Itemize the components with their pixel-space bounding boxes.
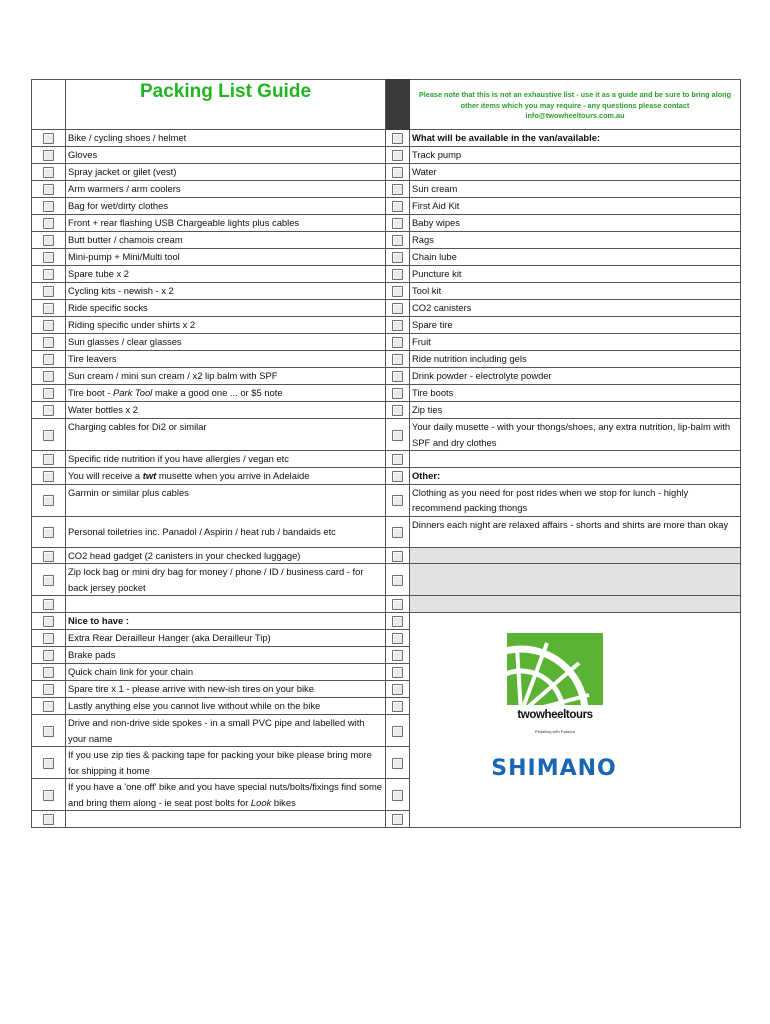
nice-to-have-heading: Nice to have : xyxy=(66,613,386,630)
checkbox[interactable] xyxy=(43,235,54,246)
list-item: Charging cables for Di2 or similar xyxy=(66,419,386,451)
list-item: Spray jacket or gilet (vest) xyxy=(66,164,386,181)
checkbox[interactable] xyxy=(392,354,403,365)
list-item: Rags xyxy=(410,232,741,249)
list-item xyxy=(66,385,386,402)
empty-cell xyxy=(410,451,741,468)
list-item: Brake pads xyxy=(66,647,386,664)
checkbox[interactable] xyxy=(392,790,403,801)
checkbox[interactable] xyxy=(392,599,403,610)
list-item: CO2 canisters xyxy=(410,300,741,317)
list-item: Ride nutrition including gels xyxy=(410,351,741,368)
brand-look: Look xyxy=(250,796,272,808)
list-item: Ride specific socks xyxy=(66,300,386,317)
list-item: Sun cream xyxy=(410,181,741,198)
list-item: Extra Rear Derailleur Hanger (aka Derailleur Tip) xyxy=(66,630,386,647)
empty-cell xyxy=(410,547,741,564)
list-item: Water xyxy=(410,164,741,181)
header-divider xyxy=(386,80,410,130)
empty-cell xyxy=(66,811,386,828)
checkbox[interactable] xyxy=(392,551,403,562)
checkbox[interactable] xyxy=(43,405,54,416)
list-item: Spare tube x 2 xyxy=(66,266,386,283)
list-item: Chain lube xyxy=(410,249,741,266)
checkbox[interactable] xyxy=(43,599,54,610)
checkbox[interactable] xyxy=(43,150,54,161)
logo-area xyxy=(410,613,741,828)
list-item: Front + rear flashing USB Chargeable lights plus cables xyxy=(66,215,386,232)
header-note: Please note that this is not an exhaustive list - use it as a guide and be sure to bring along other items which you may require - any questions please contact info@twowheeltours.com.au xyxy=(410,80,741,130)
list-item: Water bottles x 2 xyxy=(66,402,386,419)
other-section-heading: Other: xyxy=(410,467,741,484)
checkbox[interactable] xyxy=(43,814,54,825)
checkbox[interactable] xyxy=(392,527,403,538)
checkbox[interactable] xyxy=(43,495,54,506)
checkbox[interactable] xyxy=(392,235,403,246)
checkbox[interactable] xyxy=(43,471,54,482)
checkbox[interactable] xyxy=(43,269,54,280)
checkbox[interactable] xyxy=(392,684,403,695)
checkbox[interactable] xyxy=(43,616,54,627)
checkbox[interactable] xyxy=(392,388,403,399)
checkbox[interactable] xyxy=(392,269,403,280)
twt-wordmark: twowheeltours xyxy=(517,709,593,721)
checkbox[interactable] xyxy=(43,575,54,586)
list-item: CO2 head gadget (2 canisters in your checked luggage) xyxy=(66,547,386,564)
list-item: Quick chain link for your chain xyxy=(66,664,386,681)
checkbox[interactable] xyxy=(43,201,54,212)
brand-park-tool: Park Tool xyxy=(112,387,153,398)
checkbox[interactable] xyxy=(392,495,403,506)
list-item: Clothing as you need for post rides when we stop for lunch - highly recommend packing thongs xyxy=(410,484,741,516)
list-item: Sun glasses / clear glasses xyxy=(66,334,386,351)
empty-cell xyxy=(410,564,741,596)
checkbox[interactable] xyxy=(43,252,54,263)
list-item: Fruit xyxy=(410,334,741,351)
checkbox[interactable] xyxy=(43,551,54,562)
checkbox[interactable] xyxy=(392,150,403,161)
checkbox[interactable] xyxy=(392,616,403,627)
checkbox[interactable] xyxy=(392,218,403,229)
checkbox[interactable] xyxy=(43,667,54,678)
checkbox[interactable] xyxy=(392,430,403,441)
checkbox[interactable] xyxy=(43,527,54,538)
checkbox[interactable] xyxy=(43,371,54,382)
checkbox[interactable] xyxy=(392,405,403,416)
list-item: First Aid Kit xyxy=(410,198,741,215)
checkbox[interactable] xyxy=(43,337,54,348)
list-item: Arm warmers / arm coolers xyxy=(66,181,386,198)
list-item: Drive and non-drive side spokes - in a small PVC pipe and labelled with your name xyxy=(66,715,386,747)
list-item: Your daily musette - with your thongs/shoes, any extra nutrition, lip-balm with SPF and dry clothes xyxy=(410,419,741,451)
list-item: Baby wipes xyxy=(410,215,741,232)
checkbox[interactable] xyxy=(392,184,403,195)
checkbox[interactable] xyxy=(43,286,54,297)
shimano-logo xyxy=(468,746,640,792)
checkbox[interactable] xyxy=(43,133,54,144)
checkbox[interactable] xyxy=(43,218,54,229)
checkbox[interactable] xyxy=(43,650,54,661)
checkbox[interactable] xyxy=(43,167,54,178)
list-item: Spare tire x 1 - please arrive with new-ish tires on your bike xyxy=(66,681,386,698)
list-item: Bike / cycling shoes / helmet xyxy=(66,130,386,147)
checkbox[interactable] xyxy=(392,252,403,263)
item-text: Tire boot - xyxy=(68,387,113,398)
list-item: Lastly anything else you cannot live without while on the bike xyxy=(66,698,386,715)
list-item: Bag for wet/dirty clothes xyxy=(66,198,386,215)
list-item: Track pump xyxy=(410,147,741,164)
checkbox[interactable] xyxy=(392,320,403,331)
item-text: make a good one ... or $5 note xyxy=(152,387,283,398)
empty-cell xyxy=(66,596,386,613)
header-empty-cell xyxy=(32,80,66,130)
checkbox[interactable] xyxy=(43,701,54,712)
list-item: If you use zip ties & packing tape for packing your bike please bring more for shipping it home xyxy=(66,747,386,779)
checkbox[interactable] xyxy=(43,303,54,314)
empty-cell xyxy=(410,596,741,613)
list-item: Tire leavers xyxy=(66,351,386,368)
list-item: Gloves xyxy=(66,147,386,164)
list-item: Zip lock bag or mini dry bag for money / phone / ID / business card - for back jersey pocket xyxy=(66,564,386,596)
checkbox[interactable] xyxy=(43,633,54,644)
list-item: Mini-pump + Mini/Multi tool xyxy=(66,249,386,266)
checkbox[interactable] xyxy=(43,758,54,769)
list-item: Sun cream / mini sun cream / x2 lip balm with SPF xyxy=(66,368,386,385)
list-item: Riding specific under shirts x 2 xyxy=(66,317,386,334)
checkbox[interactable] xyxy=(392,726,403,737)
item-text: musette when you arrive in Adelaide xyxy=(156,469,310,481)
checkbox[interactable] xyxy=(43,430,54,441)
checkbox[interactable] xyxy=(43,684,54,695)
packing-list-table xyxy=(31,79,741,828)
checkbox[interactable] xyxy=(392,454,403,465)
checkbox[interactable] xyxy=(43,184,54,195)
checkbox[interactable] xyxy=(43,454,54,465)
list-item: Specific ride nutrition if you have allergies / vegan etc xyxy=(66,451,386,468)
checkbox[interactable] xyxy=(392,371,403,382)
page-title: Packing List Guide xyxy=(66,80,386,130)
checkbox[interactable] xyxy=(392,303,403,314)
list-item: Personal toiletries inc. Panadol / Aspirin / heat rub / bandaids etc xyxy=(66,516,386,547)
list-item xyxy=(66,467,386,484)
item-text: If you have a 'one off' bike and you have special nuts/bolts/fixings find some and bring them along - ie seat post bolts for xyxy=(68,781,383,808)
checkbox[interactable] xyxy=(392,201,403,212)
checkbox[interactable] xyxy=(392,814,403,825)
list-item: Cycling kits - newish - x 2 xyxy=(66,283,386,300)
checkbox[interactable] xyxy=(43,388,54,399)
item-text: You will receive a xyxy=(68,469,143,481)
list-item: Dinners each night are relaxed affairs - shorts and shirts are more than okay xyxy=(410,516,741,547)
checkbox[interactable] xyxy=(392,667,403,678)
van-section-heading: What will be available in the van/available: xyxy=(410,130,741,147)
packing-list-sheet xyxy=(31,79,740,828)
checkbox[interactable] xyxy=(392,471,403,482)
checkbox[interactable] xyxy=(392,701,403,712)
wheel-icon xyxy=(507,633,603,705)
list-item: Spare tire xyxy=(410,317,741,334)
list-item: Drink powder - electrolyte powder xyxy=(410,368,741,385)
checkbox[interactable] xyxy=(392,286,403,297)
checkbox[interactable] xyxy=(392,337,403,348)
checkbox[interactable] xyxy=(43,320,54,331)
brand-twt: twt xyxy=(142,469,157,481)
list-item: Garmin or similar plus cables xyxy=(66,484,386,516)
checkbox[interactable] xyxy=(43,790,54,801)
list-item: Tire boots xyxy=(410,385,741,402)
checkbox[interactable] xyxy=(392,758,403,769)
checkbox[interactable] xyxy=(392,575,403,586)
twt-tagline: Pedalling with Passion xyxy=(534,728,576,734)
list-item: Puncture kit xyxy=(410,266,741,283)
twowheeltours-logo xyxy=(505,633,605,739)
checkbox[interactable] xyxy=(43,726,54,737)
checkbox[interactable] xyxy=(392,650,403,661)
item-text: bikes xyxy=(271,796,296,808)
checkbox[interactable] xyxy=(392,167,403,178)
checkbox[interactable] xyxy=(392,633,403,644)
checkbox[interactable] xyxy=(392,133,403,144)
list-item xyxy=(66,779,386,811)
checkbox[interactable] xyxy=(43,354,54,365)
list-item: Tool kit xyxy=(410,283,741,300)
shimano-wordmark: SHIMANO xyxy=(491,756,617,781)
list-item: Zip ties xyxy=(410,402,741,419)
list-item: Butt butter / chamois cream xyxy=(66,232,386,249)
